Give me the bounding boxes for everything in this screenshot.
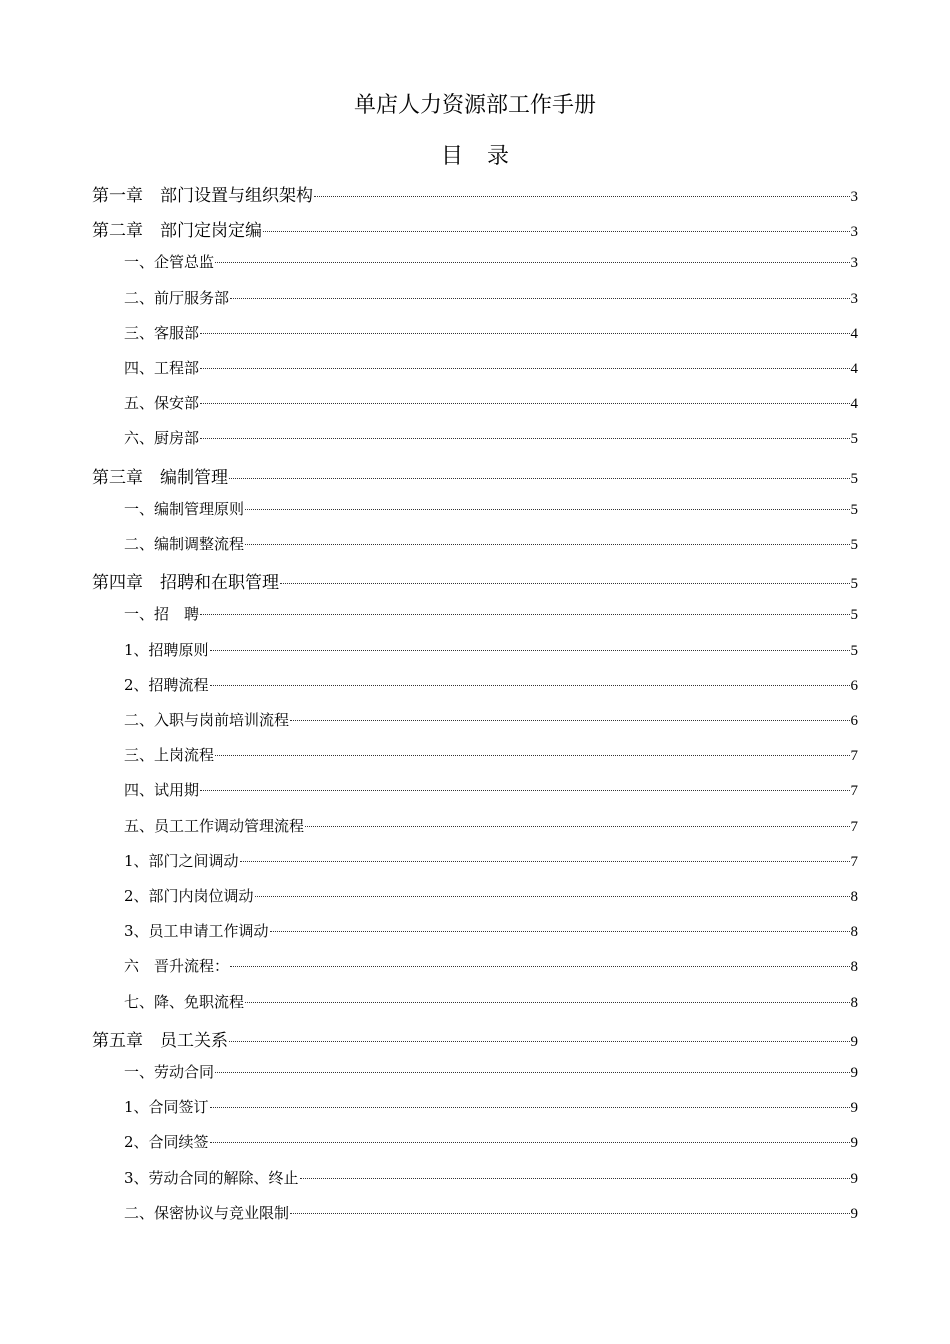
toc-page-number: 8 [850,994,858,1011]
toc-page-number: 8 [850,959,858,976]
toc-dot-leader [200,368,849,369]
toc-page-number: 7 [850,748,858,765]
toc-entry-label: 三、上岗流程 [124,746,215,765]
toc-page-number: 5 [850,470,858,487]
toc-section-entry[interactable] [124,744,858,768]
toc-page-number: 5 [850,501,858,518]
toc-entry-label: 一、企管总监 [124,253,215,272]
toc-section-entry[interactable] [124,603,858,627]
toc-chapter-entry[interactable] [92,216,858,240]
toc-page-number: 3 [850,224,858,241]
toc-entry-label: 第二章 部门定岗定编 [92,221,262,242]
toc-dot-leader [215,1072,849,1073]
toc-dot-leader [300,1178,850,1179]
toc-chapter-entry[interactable] [92,1026,858,1050]
toc-dot-leader [200,614,849,615]
toc-section-entry[interactable] [124,779,858,803]
toc-chapter-entry[interactable] [92,568,858,592]
toc-page-number: 5 [850,431,858,448]
toc-entry-label: 一、招 聘 [124,605,200,624]
toc-dot-leader [229,1041,850,1042]
toc-page-number: 6 [850,713,858,729]
toc-entry-label: 一、编制管理原则 [124,499,245,518]
toc-dot-leader [200,438,849,439]
toc-dot-leader [270,931,850,932]
toc-section-entry[interactable] [124,427,858,451]
toc-entry-label: 七、降、免职流程 [124,992,245,1011]
toc-entry-label: 三、客服部 [124,323,200,342]
toc-dot-leader [245,509,849,510]
toc-entry-label: 第一章 部门设置与组织架构 [92,186,313,206]
toc-entry-label: 二、编制调整流程 [124,535,245,553]
toc-page-number: 6 [850,677,858,694]
toc-dot-leader [229,478,850,479]
toc-section-entry[interactable] [124,357,858,381]
toc-entry-label: 3、劳动合同的解除、终止 [124,1168,299,1187]
toc-dot-leader [290,1213,849,1214]
toc-page-number: 9 [850,1065,858,1081]
toc-dot-leader [215,262,849,263]
toc-page-number: 8 [850,924,858,941]
toc-page-number: 3 [850,255,858,272]
toc-page-number: 9 [850,1033,858,1050]
toc-dot-leader [210,1107,850,1108]
toc-section-entry[interactable] [124,322,858,346]
toc-dot-leader [240,861,850,862]
toc-page-number: 7 [850,818,858,835]
toc-entry-label: 第三章 编制管理 [92,467,228,488]
toc-dot-leader [314,196,850,197]
toc-page-number: 8 [850,889,858,905]
toc-heading: 目录 [440,144,533,169]
toc-section-entry[interactable] [124,533,858,557]
toc-section-entry[interactable] [124,709,858,733]
toc-entry-label: 第五章 员工关系 [92,1030,228,1051]
toc-page-number: 9 [850,1100,858,1117]
toc-section-entry[interactable] [124,674,858,698]
toc-entry-label: 3、员工申请工作调动 [124,922,269,941]
toc-dot-leader [200,333,849,334]
toc-section-entry[interactable] [124,1061,858,1085]
toc-section-entry[interactable] [124,392,858,416]
toc-dot-leader [245,1002,849,1003]
toc-section-entry[interactable] [124,815,858,839]
toc-page-number: 3 [850,189,858,205]
toc-dot-leader [245,544,849,545]
toc-entry-label: 2、部门内岗位调动 [124,887,254,905]
toc-dot-leader [305,826,849,827]
toc-section-entry[interactable] [124,1202,858,1226]
toc-dot-leader [280,583,850,584]
toc-dot-leader [215,755,849,756]
toc-dot-leader [263,231,850,232]
toc-dot-leader [210,650,850,651]
toc-entry-label: 四、试用期 [124,781,200,800]
toc-chapter-entry[interactable] [92,181,858,205]
toc-entry-label: 五、保安部 [124,394,200,413]
toc-page-number: 5 [850,607,858,624]
toc-entry-label: 1、招聘原则 [124,640,209,659]
toc-dot-leader [255,896,850,897]
toc-entry-label: 二、保密协议与竞业限制 [124,1203,290,1222]
toc-chapter-entry[interactable] [92,463,858,487]
toc-section-entry[interactable] [124,850,858,874]
toc-dot-leader [230,298,849,299]
toc-page-number: 3 [850,290,858,307]
toc-dot-leader [230,966,849,967]
document-title: 单店人力资源部工作手册 [353,93,596,118]
toc-page-number: 9 [850,1135,858,1152]
toc-page-number: 9 [850,1205,858,1222]
toc-section-entry[interactable] [124,920,858,944]
toc-page-number: 5 [850,576,858,593]
toc-section-entry[interactable] [124,1096,858,1120]
toc-section-entry[interactable] [124,251,858,275]
toc-page-number: 4 [850,396,858,413]
toc-page-number: 4 [850,325,858,342]
toc-dot-leader [200,403,849,404]
toc-dot-leader [210,1142,850,1143]
toc-section-entry[interactable] [124,1131,858,1155]
toc-section-entry[interactable] [124,639,858,663]
toc-section-entry[interactable] [124,885,858,909]
toc-entry-label: 二、前厅服务部 [124,288,230,307]
toc-section-entry[interactable] [124,287,858,311]
toc-entry-label: 六、厨房部 [124,429,200,448]
toc-section-entry[interactable] [124,955,858,979]
toc-page-number: 7 [850,783,858,800]
toc-entry-label: 一、劳动合同 [124,1063,215,1081]
toc-dot-leader [290,720,849,721]
toc-entry-label: 1、合同签订 [124,1098,209,1117]
toc-page-number: 5 [850,642,858,659]
toc-entry-label: 六 晋升流程： [124,957,230,976]
toc-entry-label: 1、部门之间调动 [124,851,239,870]
toc-page-number: 9 [850,1170,858,1187]
toc-entry-label: 2、合同续签 [124,1133,209,1152]
toc-section-entry[interactable] [124,991,858,1015]
toc-dot-leader [200,790,849,791]
toc-page-number: 5 [850,537,858,553]
toc-page-number: 4 [850,361,858,377]
toc-entry-label: 四、工程部 [124,359,200,377]
toc-page-number: 7 [850,853,858,870]
toc-entry-label: 第四章 招聘和在职管理 [92,573,279,594]
toc-entry-label: 2、招聘流程 [124,675,209,694]
toc-section-entry[interactable] [124,1167,858,1191]
toc-entry-label: 五、员工工作调动管理流程 [124,816,305,835]
toc-section-entry[interactable] [124,498,858,522]
toc-dot-leader [210,685,850,686]
toc-entry-label: 二、入职与岗前培训流程 [124,711,290,729]
